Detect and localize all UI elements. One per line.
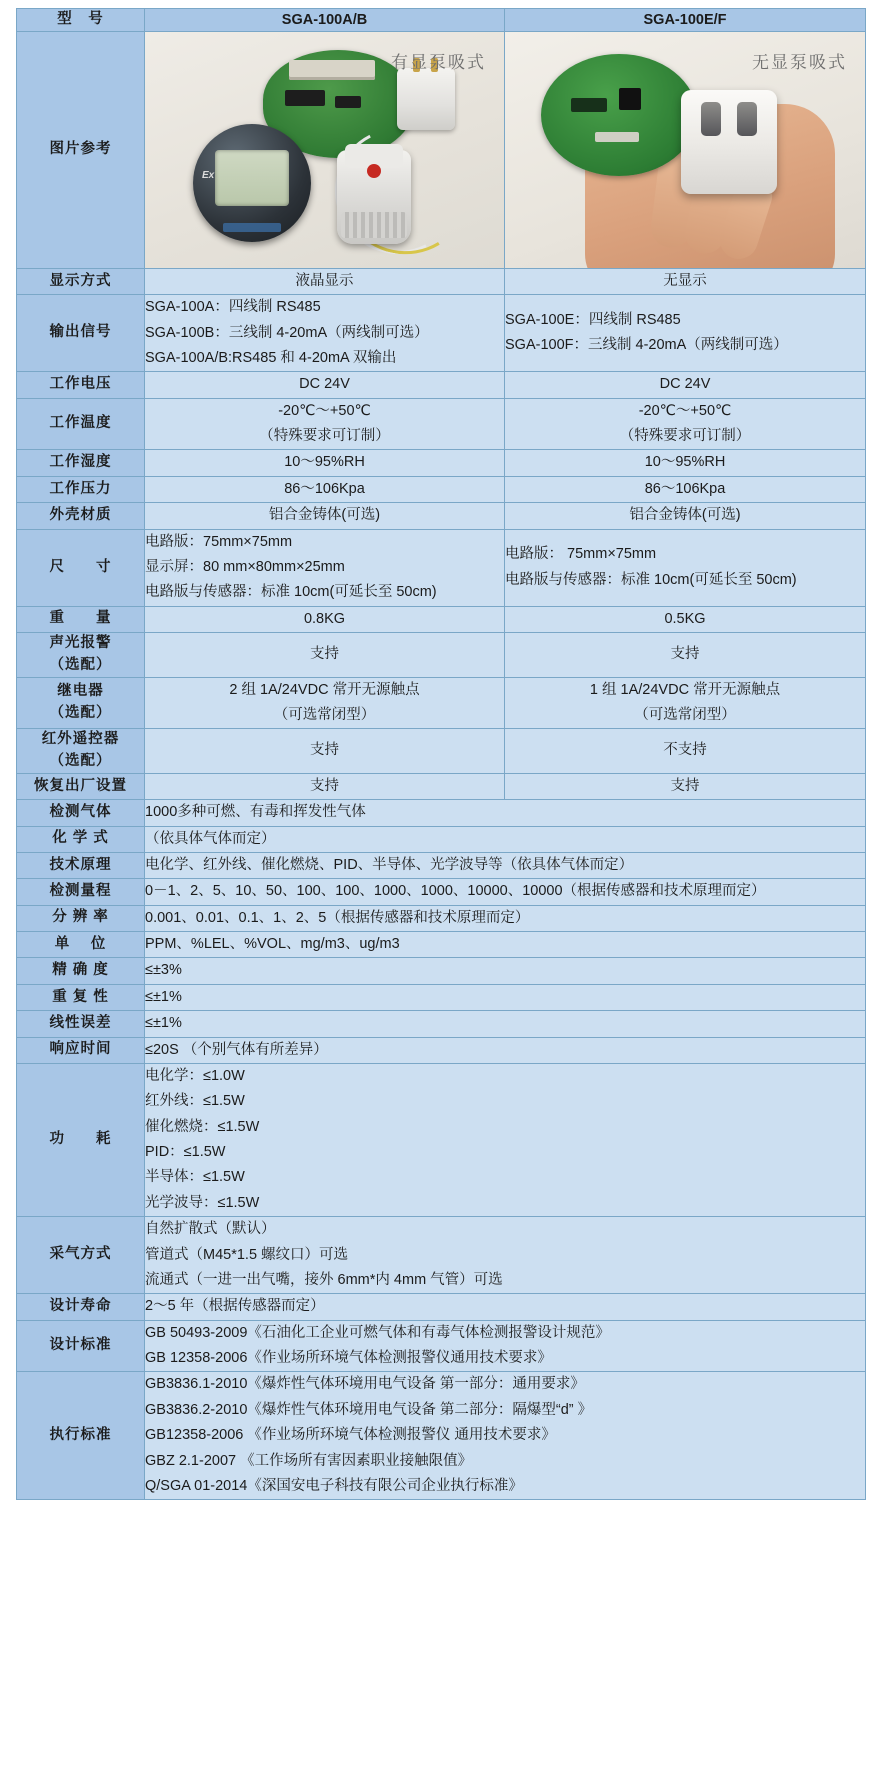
table-row xyxy=(17,984,866,1010)
cell-line: -20℃～+50℃ xyxy=(278,402,371,419)
cell-line: （可选常闭型） xyxy=(273,706,376,723)
table-row xyxy=(17,729,866,774)
cell-a xyxy=(145,476,505,502)
row-label: 功 耗 xyxy=(17,1063,145,1216)
row-label-line: 重 量 xyxy=(49,610,112,627)
cell-line: SGA-100E：四线制 RS485 xyxy=(505,311,681,328)
cell-b xyxy=(505,476,866,502)
header-model-a: SGA-100A/B xyxy=(145,9,505,32)
cell-line: 流通式（一进一出气嘴，接外 6mm*内 4mm 气管）可选 xyxy=(145,1271,503,1288)
cell-line: 电路版：75mm×75mm xyxy=(145,533,293,550)
row-label-line: 外壳材质 xyxy=(49,506,112,523)
cell-line: SGA-100F：三线制 4-20mA（两线制可选） xyxy=(505,337,788,354)
table-row xyxy=(17,633,866,678)
cell-line: 10～95%RH xyxy=(284,454,365,471)
cell-full-width xyxy=(145,1217,866,1294)
cell-line: GB3836.2-2010《爆炸性气体环境用电气设备 第二部分：隔爆型“d” 》 xyxy=(145,1401,593,1418)
cell-full-width xyxy=(145,1320,866,1372)
cell-b xyxy=(505,773,866,799)
cell-line: 显示屏：80 mm×80mm×25mm xyxy=(145,558,345,575)
cell-a xyxy=(145,773,505,799)
table-row xyxy=(17,1011,866,1037)
row-label-line: 继电器 xyxy=(57,683,104,700)
row-label-line: （选配） xyxy=(49,656,112,673)
cell-line: 电路版与传感器：标准 10cm(可延长至 50cm) xyxy=(145,584,437,601)
cell-full-width xyxy=(145,958,866,984)
table-row xyxy=(17,879,866,905)
table-row xyxy=(17,826,866,852)
row-label xyxy=(17,295,145,372)
cell-line: （特殊要求可订制） xyxy=(619,428,751,444)
table-row xyxy=(17,476,866,502)
table-row xyxy=(17,398,866,450)
terminal-block-icon xyxy=(289,60,375,80)
cell-line: Q/SGA 01-2014《深国安电子科技有限公司企业执行标准》 xyxy=(145,1477,523,1494)
sensor-indicator-icon xyxy=(367,164,381,178)
cell-line: 0.8KG xyxy=(303,610,346,627)
row-label-line: 显示方式 xyxy=(49,272,112,289)
table-row xyxy=(17,773,866,799)
cell-line: 红外线：≤1.5W xyxy=(145,1093,245,1110)
row-label: 设计寿命 xyxy=(17,1294,145,1320)
row-label-line: 恢复出厂设置 xyxy=(34,777,127,794)
row-label xyxy=(17,773,145,799)
cell-full-width xyxy=(145,905,866,931)
cell-line: （依具体气体而定） xyxy=(145,830,276,847)
specification-table xyxy=(16,8,866,800)
cell-a xyxy=(145,268,505,294)
pump-sensor-icon xyxy=(681,90,777,194)
cell-line: ≤±3% xyxy=(145,962,182,979)
cell-a xyxy=(145,450,505,476)
cell-line: SGA-100A/B:RS485 和 4-20mA 双输出 xyxy=(145,349,397,366)
row-label-line: 工作电压 xyxy=(49,376,112,393)
gas-port-icon xyxy=(737,102,757,136)
cell-b xyxy=(505,633,866,678)
pump-sensor-icon xyxy=(337,150,411,244)
cell-line: 86～106Kpa xyxy=(644,480,726,497)
cell-line: 无显示 xyxy=(663,272,707,289)
cell-line: 管道式（M45*1.5 螺纹口）可选 xyxy=(145,1246,349,1263)
row-label xyxy=(17,398,145,450)
cell-line: PID：≤1.5W xyxy=(145,1144,226,1160)
cell-line: 电路版与传感器：标准 10cm(可延长至 50cm) xyxy=(505,571,797,588)
row-label-line: （选配） xyxy=(49,704,112,721)
table-row xyxy=(17,958,866,984)
table-row xyxy=(17,1294,866,1320)
table-row xyxy=(17,905,866,931)
cell-full-width xyxy=(145,1063,866,1216)
row-label xyxy=(17,529,145,606)
cell-line: 不支持 xyxy=(663,742,707,759)
table-row xyxy=(17,1217,866,1294)
cell-line: GB 50493-2009《石油化工企业可燃气体和有毒气体检测报警设计规范》 xyxy=(145,1324,610,1341)
row-label: 检测量程 xyxy=(17,879,145,905)
row-label xyxy=(17,476,145,502)
table-row xyxy=(17,529,866,606)
product-photo-a xyxy=(145,32,504,268)
cell-line: （可选常闭型） xyxy=(634,706,736,723)
cell-line: 支持 xyxy=(670,777,700,794)
gas-port-icon xyxy=(701,102,721,136)
cell-line: 半导体：≤1.5W xyxy=(145,1169,245,1186)
row-label xyxy=(17,677,145,729)
cell-a xyxy=(145,398,505,450)
photo-a-caption: 有显泵吸式 xyxy=(391,52,486,72)
meter-label-icon xyxy=(223,223,281,232)
table-row xyxy=(17,1320,866,1372)
header-model-b: SGA-100E/F xyxy=(505,9,866,32)
cell-line: 催化燃烧：≤1.5W xyxy=(145,1118,260,1135)
cell-line: 光学波导：≤1.5W xyxy=(145,1194,260,1211)
cell-b xyxy=(505,450,866,476)
row-label: 执行标准 xyxy=(17,1372,145,1500)
cell-a xyxy=(145,372,505,398)
spec-sheet-page xyxy=(0,8,881,1776)
cell-line: 2～5 年（根据传感器而定） xyxy=(145,1298,325,1315)
row-label: 设计标准 xyxy=(17,1320,145,1372)
cell-line: ≤20S （个别气体有所差异） xyxy=(145,1041,328,1058)
row-label xyxy=(17,503,145,529)
row-label-line: 声光报警 xyxy=(49,635,112,651)
cell-line: 液晶显示 xyxy=(295,272,354,289)
cell-a xyxy=(145,606,505,632)
table-row xyxy=(17,606,866,632)
row-label xyxy=(17,268,145,294)
cell-full-width xyxy=(145,984,866,1010)
row-label-image: 图片参考 xyxy=(17,31,145,268)
row-label: 分 辨 率 xyxy=(17,905,145,931)
cell-line: 0.5KG xyxy=(664,610,706,627)
row-label xyxy=(17,633,145,678)
table-row xyxy=(17,932,866,958)
row-label: 单 位 xyxy=(17,932,145,958)
row-label-line: 输出信号 xyxy=(49,324,112,341)
cell-a xyxy=(145,729,505,774)
table-header-row xyxy=(17,9,866,32)
cell-full-width xyxy=(145,1294,866,1320)
row-label xyxy=(17,372,145,398)
table-row xyxy=(17,1372,866,1500)
row-label xyxy=(17,729,145,774)
display-meter-icon xyxy=(193,124,311,242)
cell-b xyxy=(505,372,866,398)
chip-icon xyxy=(571,98,607,112)
sensor-grip-icon xyxy=(341,212,407,238)
cell-line: ≤±1% xyxy=(145,988,182,1005)
cell-full-width xyxy=(145,1037,866,1063)
table-row xyxy=(17,800,866,826)
cell-line: 0－1、2、5、10、50、100、100、1000、1000、10000、10000（根据传感器和技术原理而定） xyxy=(145,883,766,900)
row-label: 技术原理 xyxy=(17,852,145,878)
row-label: 线性误差 xyxy=(17,1011,145,1037)
chip-icon xyxy=(619,88,641,110)
cell-line: 支持 xyxy=(310,646,339,663)
cell-b xyxy=(505,398,866,450)
cell-line: 电化学：≤1.0W xyxy=(145,1067,245,1084)
cell-line: 铝合金铸体(可选) xyxy=(268,507,381,524)
cell-line: PPM、%LEL、%VOL、mg/m3、ug/m3 xyxy=(145,936,400,952)
cell-line: SGA-100A：四线制 RS485 xyxy=(145,299,321,316)
cell-line: 铝合金铸体(可选) xyxy=(629,507,741,524)
cell-full-width xyxy=(145,852,866,878)
product-photo-b xyxy=(505,32,865,268)
table-row xyxy=(17,268,866,294)
cell-line: 1 组 1A/24VDC 常开无源触点 xyxy=(589,681,781,698)
row-label-line: 红外遥控器 xyxy=(41,731,120,748)
cell-a xyxy=(145,633,505,678)
product-photo-a-cell xyxy=(145,31,505,268)
sensor-cap-icon xyxy=(397,68,455,130)
row-label: 重 复 性 xyxy=(17,984,145,1010)
cell-full-width xyxy=(145,1011,866,1037)
table-row xyxy=(17,295,866,372)
table-row xyxy=(17,1063,866,1216)
table-row xyxy=(17,677,866,729)
cell-line: （特殊要求可订制） xyxy=(259,428,390,444)
chip-icon xyxy=(285,90,325,106)
cell-a xyxy=(145,529,505,606)
cell-line: GB 12358-2006《作业场所环境气体检测报警仪通用技术要求》 xyxy=(145,1350,552,1366)
row-label: 采气方式 xyxy=(17,1217,145,1294)
cell-line: GB12358-2006 《作业场所环境气体检测报警仪 通用技术要求》 xyxy=(145,1427,556,1444)
ex-marking-icon: Ex xyxy=(202,169,215,181)
cell-b xyxy=(505,729,866,774)
row-label: 响应时间 xyxy=(17,1037,145,1063)
cell-full-width xyxy=(145,932,866,958)
row-label-line: 工作压力 xyxy=(49,480,112,497)
cell-line: 支持 xyxy=(670,646,700,663)
row-label-line: 尺 寸 xyxy=(49,558,112,575)
cell-line: 电化学、红外线、催化燃烧、PID、半导体、光学波导等（依具体气体而定） xyxy=(145,856,634,873)
cell-b xyxy=(505,606,866,632)
product-photo-b-cell xyxy=(505,31,866,268)
cell-b xyxy=(505,503,866,529)
cell-full-width xyxy=(145,879,866,905)
table-row-image xyxy=(17,31,866,268)
cell-line: DC 24V xyxy=(659,376,711,393)
table-row xyxy=(17,372,866,398)
cell-line: GBZ 2.1-2007 《工作场所有害因素职业接触限值》 xyxy=(145,1452,473,1469)
header-model-label: 型 号 xyxy=(17,9,145,32)
cell-line: 2 组 1A/24VDC 常开无源触点 xyxy=(229,681,420,698)
cell-full-width xyxy=(145,1372,866,1500)
table-row xyxy=(17,852,866,878)
cell-line: SGA-100B：三线制 4-20mA（两线制可选） xyxy=(145,324,429,341)
table-row xyxy=(17,1037,866,1063)
cell-line: ≤±1% xyxy=(145,1015,182,1032)
row-label-line: 工作温度 xyxy=(49,415,112,432)
cell-line: 1000多种可燃、有毒和挥发性气体 xyxy=(145,804,366,821)
row-label: 精 确 度 xyxy=(17,958,145,984)
cell-line: 支持 xyxy=(310,777,339,794)
row-label: 化 学 式 xyxy=(17,826,145,852)
chip-icon xyxy=(335,96,361,108)
cell-full-width xyxy=(145,826,866,852)
cell-line: 86～106Kpa xyxy=(284,480,365,497)
cell-line: DC 24V xyxy=(299,376,350,393)
row-label xyxy=(17,450,145,476)
cell-a xyxy=(145,677,505,729)
cell-b xyxy=(505,677,866,729)
cell-full-width xyxy=(145,800,866,826)
lcd-screen-icon xyxy=(215,150,289,206)
cell-b xyxy=(505,529,866,606)
cell-a xyxy=(145,503,505,529)
table-row xyxy=(17,503,866,529)
photo-b-caption: 无显泵吸式 xyxy=(752,52,847,72)
row-label-line: 工作湿度 xyxy=(49,454,112,471)
connector-icon xyxy=(595,132,639,142)
specification-table-merged xyxy=(16,799,866,1500)
cell-b xyxy=(505,295,866,372)
table-row xyxy=(17,450,866,476)
row-label-line: （选配） xyxy=(49,753,112,769)
cell-line: 0.001、0.01、0.1、1、2、5（根据传感器和技术原理而定） xyxy=(145,909,530,926)
pcb-board-icon xyxy=(541,54,697,176)
cell-b xyxy=(505,268,866,294)
cell-line: 电路版： 75mm×75mm xyxy=(505,546,657,563)
cell-line: 支持 xyxy=(310,742,339,759)
row-label: 检测气体 xyxy=(17,800,145,826)
cell-line: -20℃～+50℃ xyxy=(638,402,732,419)
cell-a xyxy=(145,295,505,372)
row-label xyxy=(17,606,145,632)
cell-line: 自然扩散式（默认） xyxy=(145,1221,276,1238)
cell-line: 10～95%RH xyxy=(644,454,726,471)
cell-line: GB3836.1-2010《爆炸性气体环境用电气设备 第一部分：通用要求》 xyxy=(145,1376,585,1393)
